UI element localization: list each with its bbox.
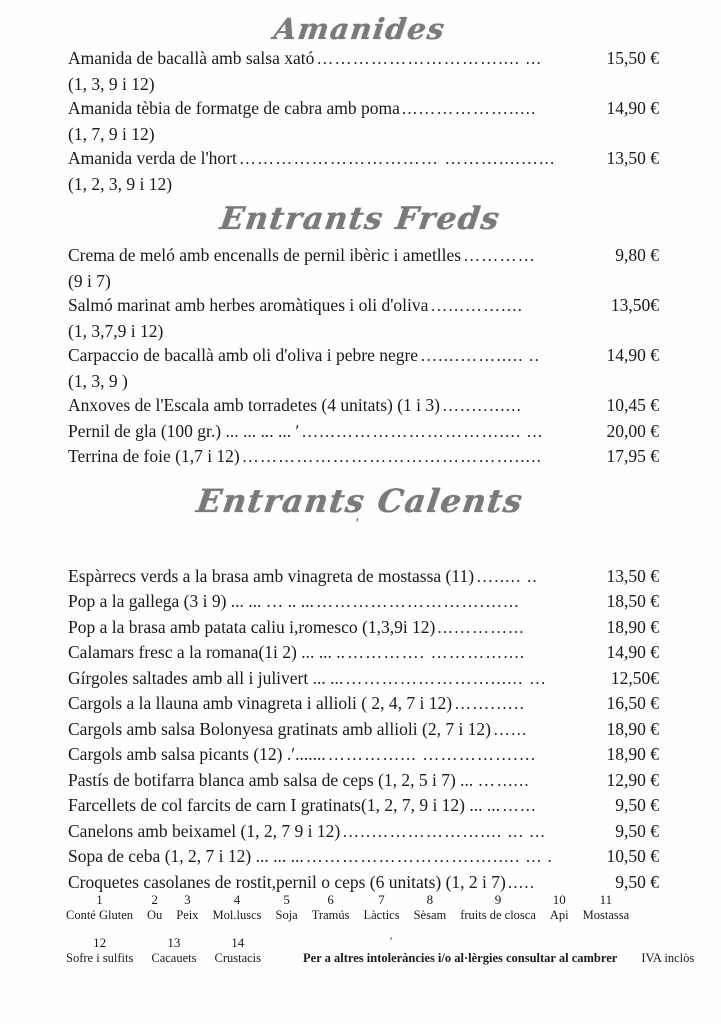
heading-tick-mark: ʹ xyxy=(354,515,359,532)
menu-item xyxy=(68,615,659,641)
legend-label: Tramús xyxy=(311,908,350,922)
leader-dots: ...………... xyxy=(437,617,525,637)
menu-item xyxy=(68,444,659,470)
item-name: Anxoves de l'Escala amb torradetes (4 unitats) (1 i 3) xyxy=(68,395,440,415)
legend-number: 12 xyxy=(93,935,107,950)
item-name: Cargols amb salsa picants (12) .ʹ....... xyxy=(68,744,326,764)
menu-item xyxy=(68,589,659,615)
item-allergens: (9 i 7) xyxy=(68,270,111,291)
item-allergens: (1, 3, 9 ) xyxy=(68,370,128,391)
leader-dots: …... xyxy=(493,719,528,739)
item-price: 17,95 € xyxy=(606,446,659,466)
legend-entry xyxy=(66,935,133,966)
item-allergens: (1, 2, 3, 9 i 12) xyxy=(68,173,173,194)
leader-dots: …... xyxy=(502,796,537,815)
item-price: 10,50 € xyxy=(606,846,659,866)
item-price: 18,50 € xyxy=(606,591,659,611)
legend-entry xyxy=(214,935,261,966)
leader-dots: ..... xyxy=(507,872,536,892)
item-name: Carpaccio de bacallà amb oli d'oliva i pebre negre xyxy=(68,345,419,365)
legend-entry xyxy=(460,892,536,923)
legend-number: 6 xyxy=(327,892,334,907)
item-name: Pernil de gla (100 gr.) ... ... ... ... ʹ xyxy=(68,420,300,441)
menu-item xyxy=(68,691,659,717)
legend-entry xyxy=(66,892,133,923)
item-price: 9,50 € xyxy=(615,871,659,892)
item-price: 14,90 € xyxy=(606,345,659,365)
leader-dots: ………… xyxy=(463,246,536,265)
leader-dots: ……………………….…... xyxy=(315,592,520,611)
section-heading-amanides: Amanides xyxy=(271,12,448,46)
menu-item xyxy=(68,564,659,590)
item-name: Sopa de ceba (1, 2, 7 i 12) ... ... ... xyxy=(68,846,304,866)
item-price: 18,90 € xyxy=(606,744,659,764)
item-name: Salmó marinat amb herbes aromàtiques i oli d'oliva xyxy=(68,295,429,315)
legend-label: Mol.luscs xyxy=(212,908,262,922)
legend-entry xyxy=(276,892,298,923)
leader-dots: …....……..... .. xyxy=(420,346,541,365)
item-allergens: (1, 3,7,9 i 12) xyxy=(68,320,164,341)
section-items-entrants-calents xyxy=(0,564,721,896)
item-price: 20,00 € xyxy=(606,420,659,441)
item-price: 9,80 € xyxy=(615,245,659,265)
section-items-amanides xyxy=(0,46,721,196)
legend-number: 14 xyxy=(231,935,245,950)
menu-item xyxy=(68,768,659,794)
leader-dots: …...……………………….... ... xyxy=(301,421,544,441)
item-name: Gírgoles saltades amb all i julivert ... ... xyxy=(68,667,344,688)
section-heading-entrants-freds: Entrants Freds xyxy=(217,201,503,237)
item-price: 13,50 € xyxy=(606,148,659,168)
menu-item xyxy=(68,793,659,819)
item-price: 9,50 € xyxy=(615,795,659,815)
item-price: 10,45 € xyxy=(606,395,659,415)
item-price: 16,50 € xyxy=(606,693,659,713)
item-name: Crema de meló amb encenalls de pernil ibèric i ametlles xyxy=(68,245,462,265)
legend-entry xyxy=(213,892,262,923)
legend-number: 4 xyxy=(233,892,241,907)
menu-item xyxy=(68,343,659,369)
item-name: Pop a la brasa amb patata caliu i,romesco (1,3,9i 12) xyxy=(68,616,436,637)
item-name: Espàrrecs verds a la brasa amb vinagreta de mostassa (11) xyxy=(68,565,475,586)
menu-item xyxy=(68,46,659,72)
legend-number: 9 xyxy=(494,892,502,907)
legend-label: Crustacis xyxy=(214,951,262,965)
legend-label: fruits de closca xyxy=(460,908,536,922)
item-allergens: (1, 3, 9 i 12) xyxy=(68,73,155,94)
item-name: Cargols amb salsa Bolonyesa gratinats amb allioli (2, 7 i 12) xyxy=(68,718,492,739)
item-name: Terrina de foie (1,7 i 12) xyxy=(68,446,240,466)
legend-number: 11 xyxy=(599,892,613,907)
menu-item xyxy=(68,819,659,845)
legend-row-1 xyxy=(66,892,661,923)
item-name: Croquetes casolanes de rostit,pernil o ceps (6 unitats) (1, 2 i 7) xyxy=(68,871,506,892)
legend-number: 3 xyxy=(184,892,191,907)
legend-entry xyxy=(583,892,630,923)
item-name: Cargols a la llauna amb vinagreta i allioli ( 2, 4, 7 i 12) xyxy=(68,693,453,713)
legend-entry xyxy=(363,892,399,923)
vat-included-note: IVA inclòs xyxy=(641,951,695,965)
menu-item xyxy=(68,293,659,319)
allergy-notice xyxy=(303,934,618,966)
item-price: 18,90 € xyxy=(606,718,659,739)
leader-dots: …..…...... xyxy=(442,396,522,415)
menu-item xyxy=(68,419,659,445)
legend-entry xyxy=(312,892,350,923)
menu-item xyxy=(68,393,659,419)
leader-dots: ………………………………………..... xyxy=(241,447,543,466)
legend-number: 5 xyxy=(283,892,290,907)
item-price: 18,90 € xyxy=(606,616,659,637)
leader-dots: ...... xyxy=(497,770,530,790)
item-price: 14,90 € xyxy=(606,642,659,662)
item-name: Amanida verda de l'hort xyxy=(68,148,237,168)
legend-entry xyxy=(147,892,162,923)
leader-dots: ……………………….…..... ... . xyxy=(305,847,554,866)
item-name: Canelons amb beixamel (1, 2, 7 9 i 12) xyxy=(68,820,341,841)
leader-dots: …..... .. xyxy=(476,566,538,586)
spacer xyxy=(0,530,721,564)
item-name: Pop a la gallega (3 i 9) ... ... … .. ... xyxy=(68,591,314,611)
item-name: Amanida de bacallà amb salsa xató xyxy=(68,48,315,68)
menu-item xyxy=(68,844,659,870)
legend-number: 1 xyxy=(96,892,103,907)
leader-dots: …………………………… ………....…... xyxy=(238,149,556,168)
leader-dots: ………………………….... ... xyxy=(316,49,542,68)
menu-item xyxy=(68,243,659,269)
leader-dots: …...…….... xyxy=(430,296,524,315)
item-price: 15,50 € xyxy=(606,48,659,68)
item-price: 13,50 € xyxy=(606,565,659,586)
legend-number: 8 xyxy=(426,892,434,907)
legend-entry xyxy=(414,892,447,923)
legend-number: 10 xyxy=(552,892,566,907)
legend-label: Ou xyxy=(147,908,163,922)
item-price: 12,90 € xyxy=(606,769,659,790)
item-name: Calamars fresc a la romana(1i 2) ... ... .. xyxy=(68,642,345,662)
legend-label: Conté Gluten xyxy=(66,908,134,922)
section-items-entrants-freds xyxy=(0,243,721,470)
menu-item xyxy=(68,742,659,768)
legend-number: 2 xyxy=(151,892,158,907)
notice-tick-mark: ʹ xyxy=(389,934,392,949)
item-price: 14,90 € xyxy=(606,98,659,118)
item-allergens: (1, 7, 9 i 12) xyxy=(68,123,155,144)
leader-dots: ...……………..... xyxy=(401,99,537,118)
legend-label: Soja xyxy=(275,908,298,922)
legend-label: Mostassa xyxy=(582,908,630,922)
menu-item xyxy=(68,666,659,692)
item-name: Pastís de botifarra blanca amb salsa de ceps (1, 2, 5 i 7) ... … xyxy=(68,769,496,790)
menu-item xyxy=(68,640,659,666)
leader-dots: ……………………...... … xyxy=(345,668,548,688)
item-price: 9,50 € xyxy=(615,820,659,841)
legend-number: 13 xyxy=(167,935,181,950)
legend-label: Api xyxy=(549,908,569,922)
leader-dots: …….….. xyxy=(454,694,526,713)
legend-label: Làctics xyxy=(363,908,400,922)
leader-dots: …………... …………….… xyxy=(327,745,537,764)
legend-entry xyxy=(176,892,198,923)
menu-item xyxy=(68,96,659,122)
legend-label: Sèsam xyxy=(413,908,447,922)
legend-label: Peix xyxy=(176,908,199,922)
legend-number: 7 xyxy=(378,892,385,907)
item-name: Farcellets de col farcits de carn I gratinats(1, 2, 7, 9 i 12) ... ... xyxy=(68,795,501,815)
legend-entry xyxy=(151,935,196,966)
item-price: 13,50€ xyxy=(610,295,659,315)
spacer xyxy=(0,470,721,476)
leader-dots: …..……………….... ... ... xyxy=(342,821,546,841)
allergen-legend xyxy=(0,892,721,978)
menu-item xyxy=(68,717,659,743)
legend-label: Cacauets xyxy=(151,951,197,965)
item-price: 12,50€ xyxy=(610,667,659,688)
menu-item xyxy=(68,146,659,172)
leader-dots: …………. ………….... xyxy=(346,643,526,662)
item-name: Amanida tèbia de formatge de cabra amb poma xyxy=(68,98,400,118)
legend-row-2 xyxy=(66,934,695,966)
legend-entry xyxy=(550,892,569,923)
section-heading-entrants-calents: Entrants Calents xyxy=(194,481,526,520)
legend-label: Sofre i sulfits xyxy=(66,951,134,965)
allergy-notice-text: Per a altres intoleràncies i/o al·lèrgies consultar al cambrer xyxy=(303,951,618,965)
